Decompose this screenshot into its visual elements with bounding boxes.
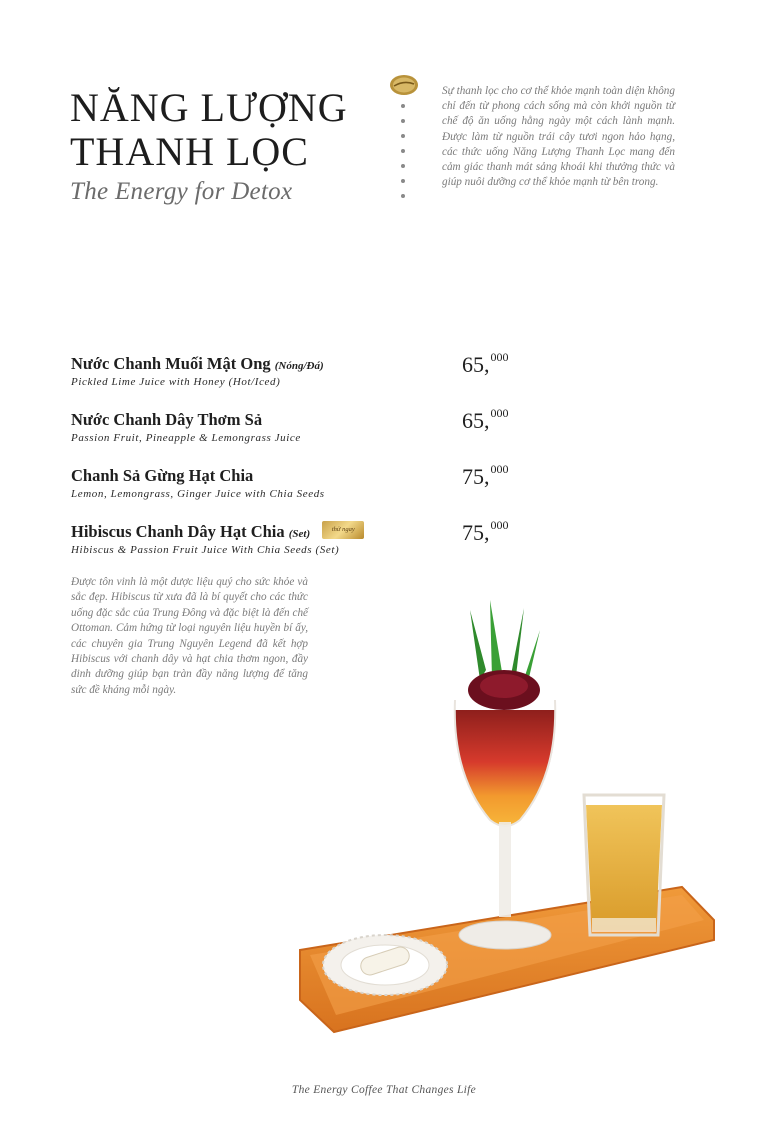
coffee-bean-icon	[388, 72, 420, 98]
item-name: Nước Chanh Muối Mật Ong	[71, 354, 271, 373]
hibiscus-description: Được tôn vinh là một dược liệu quý cho sức khỏe và sắc đẹp. Hibiscus từ xưa đã là bí quyết cho các thức uống đặc sắc của Trung Đông và đặc biệt là đến chế Ottoman. Cảm hứng từ loại nguyên liệu huyền bí ấy, các chuyên gia Trung Nguyên Legend đã kết hợp Hibiscus với chanh dây và hạt chia thơm ngon, đầy dinh dưỡng giúp bạn tràn đầy năng lượng để tăng sức đề kháng mỗi ngày.	[71, 576, 308, 696]
item-price: 75,$^{000}$	[462, 518, 509, 545]
menu-item	[71, 406, 551, 466]
item-english-name: Pickled Lime Juice with Honey (Hot/Iced)	[71, 376, 281, 388]
footer-tagline: The Energy Coffee That Changes Life	[291, 1084, 477, 1096]
drink-photo	[290, 590, 720, 1050]
try-now-badge: thử ngay	[322, 521, 364, 539]
item-english-name: Passion Fruit, Pineapple & Lemongrass Juice	[71, 432, 301, 444]
item-note: (Nóng/Đá)	[274, 360, 324, 372]
title-block	[70, 86, 390, 206]
menu-list	[71, 350, 551, 578]
page-subtitle: The Energy for Detox	[70, 178, 293, 205]
intro-text: Sự thanh lọc cho cơ thể khỏe mạnh toàn diện không chỉ đến từ phong cách sống mà còn khởi nguồn từ chế độ ăn uống hằng ngày một cách lành mạnh. Được làm từ nguồn trái cây tươi ngon hảo hạng, các thức uống Năng Lượng Thanh Lọc mang đến cảm giác thanh mát sảng khoái khi thưởng thức và giúp nuôi dưỡng cơ thể khỏe mạnh từ bên trong.	[442, 85, 675, 189]
menu-item	[71, 350, 551, 410]
item-note: (Set)	[288, 528, 311, 540]
item-english-name: Lemon, Lemongrass, Ginger Juice with Chia Seeds	[71, 488, 325, 500]
page-title	[70, 86, 390, 174]
item-price: 65,$^{000}$	[462, 350, 509, 377]
item-price: 75,$^{000}$	[462, 462, 509, 489]
item-price: 65,$^{000}$	[462, 406, 509, 433]
item-name: Hibiscus Chanh Dây Hạt Chia	[71, 522, 285, 541]
item-name: Nước Chanh Dây Thơm Sả	[71, 410, 263, 429]
menu-item	[71, 462, 551, 522]
dotted-divider	[401, 104, 405, 214]
item-english-name: Hibiscus & Passion Fruit Juice With Chia Seeds (Set)	[71, 544, 340, 556]
item-name: Chanh Sả Gừng Hạt Chia	[71, 466, 254, 485]
title-line-2: THANH LỌC	[70, 129, 309, 174]
menu-item	[71, 518, 551, 578]
title-line-1: NĂNG LƯỢNG	[70, 85, 348, 130]
